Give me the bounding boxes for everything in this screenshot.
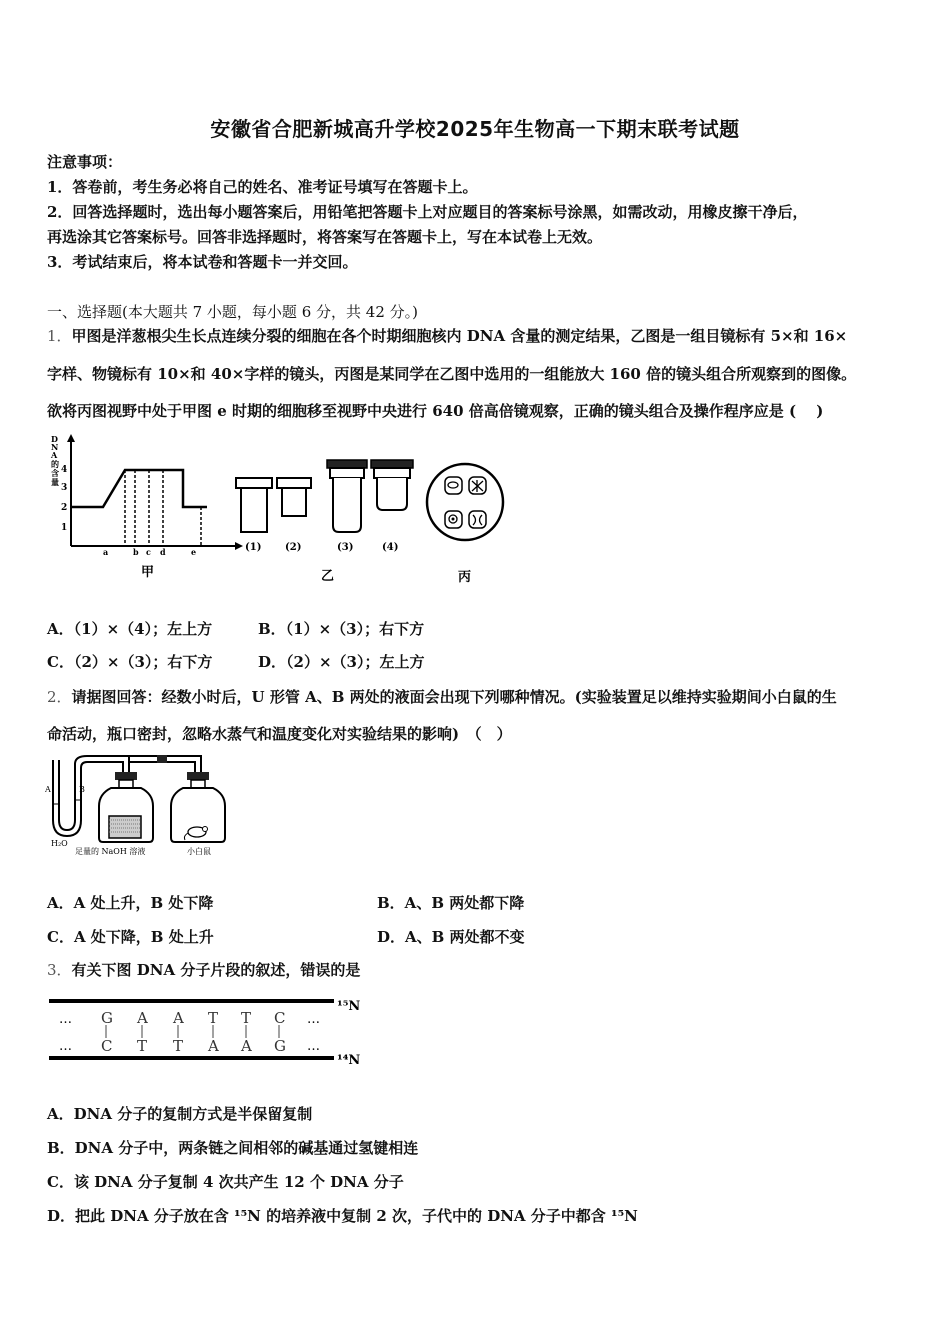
question-number: 3． bbox=[47, 961, 72, 979]
question-number: 2． bbox=[47, 688, 72, 706]
dots: … bbox=[59, 1012, 72, 1027]
question-3-text: 有关下图 DNA 分子片段的叙述，错误的是 bbox=[71, 961, 361, 979]
question-1-line: 字样、物镜标有 10×和 40×字样的镜头，丙图是某同学在乙图中选用的一组能放大 160 倍的镜头组合所观察到的图像。 bbox=[47, 365, 857, 383]
question-number: 1． bbox=[47, 327, 72, 345]
question-2-text: 请据图回答：经数小时后，U 形管 A、B 两处的液面会出现下列哪种情况。(实验装置足以维持实验期间小白鼠的生 bbox=[71, 688, 837, 706]
label-naoh: 足量的 NaOH 溶液 bbox=[75, 847, 146, 856]
question-1-line bbox=[47, 326, 847, 346]
option-b[interactable]: B．A、B 两处都下降 bbox=[377, 894, 525, 912]
question-2-line: 命活动，瓶口密封，忽略水蒸气和温度变化对实验结果的影响) （ ） bbox=[47, 725, 512, 743]
dots: … bbox=[307, 1012, 320, 1027]
option-d[interactable]: D．把此 DNA 分子放在含 ¹⁵N 的培养液中复制 2 次，子代中的 DNA 分子中都含 ¹⁵N bbox=[47, 1207, 638, 1225]
section-heading: 一、选择题(本大题共 7 小题，每小题 6 分，共 42 分。) bbox=[47, 303, 418, 321]
question-2-figure bbox=[45, 754, 235, 860]
question-1-text: 甲图是洋葱根尖生长点连续分裂的细胞在各个时期细胞核内 DNA 含量的测定结果，乙图是一组目镜标有 5×和 16× bbox=[71, 327, 848, 345]
base-top: T bbox=[241, 1009, 252, 1027]
y-tick: 3 bbox=[61, 483, 68, 493]
notice-heading: 注意事项： bbox=[47, 153, 123, 171]
base-top: A bbox=[173, 1009, 184, 1027]
page-title: 安徽省合肥新城高升学校2025年生物高一下期末联考试题 bbox=[210, 117, 740, 141]
lens-label: (2) bbox=[285, 542, 302, 553]
caption-bing: 丙 bbox=[458, 570, 472, 585]
option-b[interactable]: B．DNA 分子中，两条链之间相邻的碱基通过氢键相连 bbox=[47, 1139, 419, 1157]
question-2-line bbox=[47, 687, 837, 707]
question-3-line bbox=[47, 960, 360, 980]
option-a[interactable]: A．A 处上升，B 处下降 bbox=[47, 894, 214, 912]
y-tick: 1 bbox=[61, 523, 68, 533]
option-d[interactable]: D．A、B 两处都不变 bbox=[377, 928, 525, 946]
base-top: T bbox=[208, 1009, 219, 1027]
notice-item: 再选涂其它答案标号。回答非选择题时，将答案写在答题卡上，写在本试卷上无效。 bbox=[47, 228, 603, 246]
lens-label: (3) bbox=[337, 542, 354, 553]
top-strand bbox=[49, 999, 334, 1003]
option-a[interactable]: A．（1）×（4）；左上方 bbox=[47, 620, 213, 638]
dots: … bbox=[307, 1039, 320, 1054]
dna-content-chart bbox=[50, 434, 243, 580]
base-top: G bbox=[101, 1009, 113, 1027]
dna-fragment-figure bbox=[45, 990, 365, 1072]
lens-set bbox=[236, 460, 413, 584]
y-axis-label: D N A 的含量 bbox=[51, 434, 59, 487]
bottom-strand bbox=[49, 1056, 334, 1060]
notice-item: 3．考试结束后，将本试卷和答题卡一并交回。 bbox=[47, 253, 358, 271]
label-a: A bbox=[45, 785, 51, 794]
x-tick: e bbox=[191, 547, 197, 557]
x-tick: d bbox=[160, 547, 166, 557]
base-bottom: A bbox=[208, 1037, 219, 1055]
base-bottom: A bbox=[241, 1037, 252, 1055]
question-1-figure bbox=[45, 432, 515, 587]
y-tick: 2 bbox=[61, 503, 68, 513]
microscope-view bbox=[427, 464, 503, 585]
y-tick: 4 bbox=[61, 465, 68, 475]
option-c[interactable]: C．（2）×（3）；右下方 bbox=[47, 653, 213, 671]
dots: … bbox=[59, 1039, 72, 1054]
dna-curve bbox=[71, 470, 207, 507]
option-a[interactable]: A．DNA 分子的复制方式是半保留复制 bbox=[47, 1105, 313, 1123]
top-strand-label: ¹⁵N bbox=[337, 999, 361, 1014]
base-bottom: T bbox=[137, 1037, 148, 1055]
base-top: A bbox=[137, 1009, 148, 1027]
lens-label: (1) bbox=[245, 542, 262, 553]
option-c[interactable]: C．A 处下降，B 处上升 bbox=[47, 928, 214, 946]
question-1-line: 欲将丙图视野中处于甲图 e 时期的细胞移至视野中央进行 640 倍高倍镜观察，正确的镜头组合及操作程序应是 ( ) bbox=[47, 402, 824, 420]
label-b: B bbox=[79, 785, 85, 794]
label-mouse: 小白鼠 bbox=[187, 847, 211, 856]
x-tick: c bbox=[146, 547, 151, 557]
caption-jia: 甲 bbox=[141, 565, 155, 580]
x-tick: a bbox=[103, 547, 109, 557]
base-bottom: C bbox=[101, 1037, 113, 1055]
option-c[interactable]: C．该 DNA 分子复制 4 次共产生 12 个 DNA 分子 bbox=[47, 1173, 404, 1191]
option-d[interactable]: D．（2）×（3）；左上方 bbox=[258, 653, 425, 671]
caption-yi: 乙 bbox=[321, 569, 335, 584]
notice-item: 1．答卷前，考生务必将自己的姓名、准考证号填写在答题卡上。 bbox=[47, 178, 478, 196]
label-h2o: H₂O bbox=[51, 839, 68, 848]
base-bottom: T bbox=[173, 1037, 184, 1055]
lens-label: (4) bbox=[382, 542, 399, 553]
x-tick: b bbox=[133, 547, 139, 557]
bottom-strand-label: ¹⁴N bbox=[337, 1053, 361, 1068]
notice-item: 2．回答选择题时，选出每小题答案后，用铅笔把答题卡上对应题目的答案标号涂黑，如需改动，用橡皮擦干净后， bbox=[47, 203, 808, 221]
base-bottom: G bbox=[274, 1037, 286, 1055]
option-b[interactable]: B．（1）×（3）；右下方 bbox=[258, 620, 425, 638]
base-top: C bbox=[274, 1009, 286, 1027]
